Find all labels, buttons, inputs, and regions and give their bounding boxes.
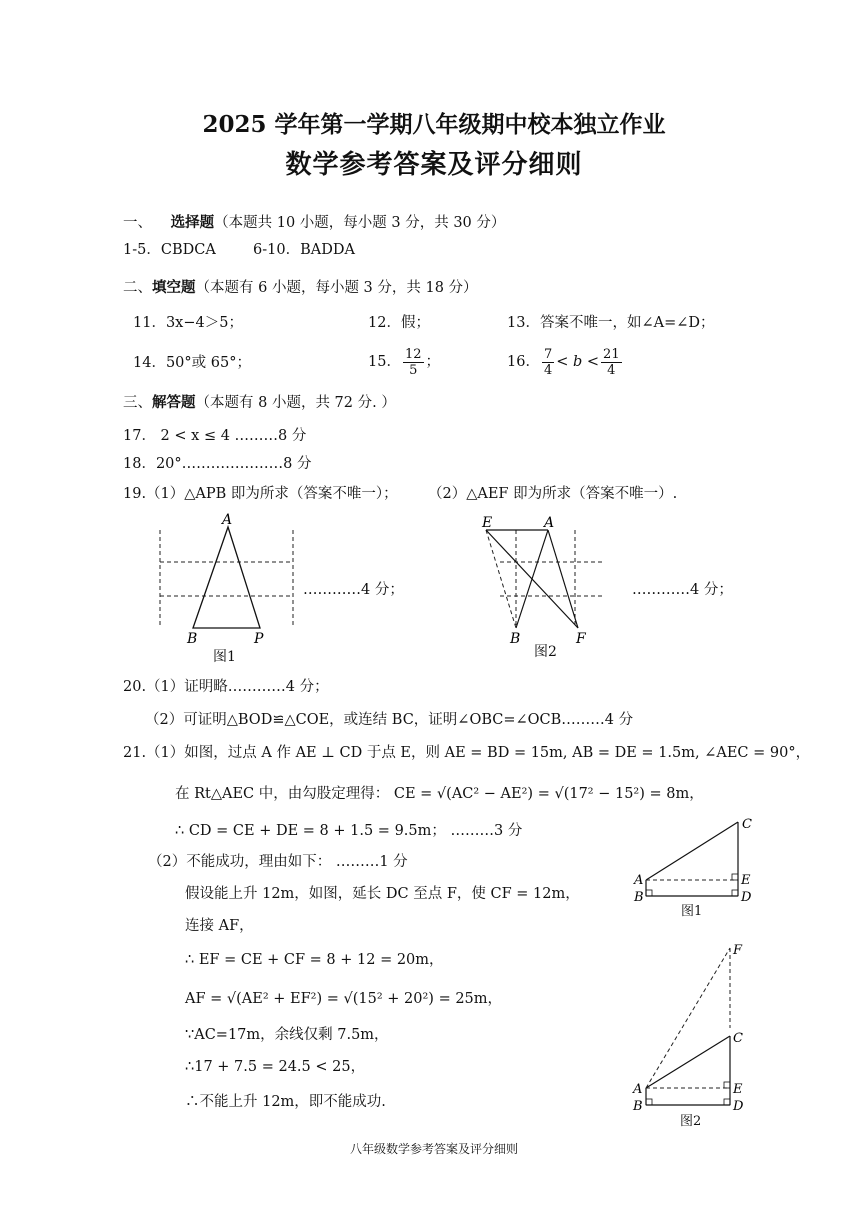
answer-q21-line3: ∴ CD = CE + DE = 8 + 1.5 = 9.5m； ………3 分 <box>175 823 523 839</box>
segment-EF <box>486 530 578 628</box>
q16-inequality: < b < <box>556 354 600 370</box>
label-B: B <box>510 631 521 647</box>
q15-denominator: 5 <box>409 362 418 378</box>
label-E: E <box>482 515 493 531</box>
answer-q20-part2: （2）可证明△BOD≌△COE，或连结 BC，证明∠OBC=∠OCB………4 分 <box>145 712 634 728</box>
figure-21-2-caption: 图2 <box>680 1114 702 1129</box>
q19-score-2: …………4 分； <box>632 582 733 598</box>
section2-note: （本题有 6 小题，每小题 3 分，共 18 分） <box>195 280 478 296</box>
figure-21-2 <box>630 938 760 1118</box>
label-A: A <box>222 512 233 528</box>
q16-right-numerator: 21 <box>603 346 620 362</box>
figure-19-2-caption: 图2 <box>534 644 557 660</box>
section3-title: 解答题 <box>152 394 196 411</box>
q15-fraction <box>403 347 424 378</box>
q15-suffix: ； <box>425 354 440 370</box>
label-A: A <box>544 515 555 531</box>
section1-title: 选择题 <box>170 214 215 231</box>
figure-21-1 <box>630 812 760 912</box>
section1-answers-a: 1-5．CBDCA <box>123 242 216 258</box>
q16-left-numerator: 7 <box>543 346 553 362</box>
section3-number: 三、 <box>123 395 152 411</box>
answer-q21-line6: 连接 AF， <box>185 918 254 934</box>
right-angle-mark <box>646 890 652 896</box>
title-line-2: 数学参考答案及评分细则 <box>285 150 583 180</box>
label-C: C <box>742 817 752 832</box>
label-B: B <box>187 631 198 647</box>
right-angle-mark <box>646 1099 652 1105</box>
right-angle-mark <box>732 874 738 880</box>
answer-q20-part1: 20.（1）证明略…………4 分； <box>123 679 329 695</box>
answer-q13: 13．答案不唯一，如∠A=∠D； <box>507 315 715 331</box>
section1-number: 一、 <box>123 215 152 231</box>
q16-prefix: 16． <box>507 354 540 370</box>
q16-left-fraction <box>542 347 554 378</box>
page-footer: 八年级数学参考答案及评分细则 <box>349 1142 518 1156</box>
q19-score-1: …………4 分； <box>303 582 404 598</box>
label-F: F <box>733 943 743 958</box>
section3-note: （本题有 8 小题，共 72 分. ） <box>195 395 396 411</box>
right-angle-mark <box>732 890 738 896</box>
label-P: P <box>254 631 264 647</box>
label-A: A <box>634 873 644 888</box>
answer-q14: 14．50°或 65°； <box>133 355 251 371</box>
title-line-1: 2025 学年第一学期八年级期中校本独立作业 <box>202 111 666 138</box>
section3-heading <box>123 394 396 412</box>
q16-right-fraction <box>601 347 622 378</box>
label-F: F <box>576 631 586 647</box>
triangle-APB <box>193 527 260 628</box>
answer-q11: 11．3x−4＞5； <box>133 315 243 331</box>
right-angle-mark <box>724 1099 730 1105</box>
segment-AC <box>646 822 738 880</box>
answer-q15 <box>368 344 440 380</box>
label-E: E <box>733 1082 743 1097</box>
answer-q19-part1: 19.（1）△APB 即为所求（答案不唯一）； <box>123 486 398 502</box>
section2-heading <box>123 279 478 297</box>
section2-title: 填空题 <box>152 279 196 296</box>
label-A: A <box>633 1082 643 1097</box>
label-D: D <box>741 890 752 905</box>
label-E: E <box>741 873 751 888</box>
label-B: B <box>633 1099 643 1114</box>
section1-answers-b: 6-10．BADDA <box>253 242 355 258</box>
segment-AF <box>548 530 578 628</box>
answer-q19-part2: （2）△AEF 即为所求（答案不唯一）. <box>428 486 678 502</box>
answer-q21-line10: ∴17 + 7.5 = 24.5 < 25， <box>185 1059 366 1075</box>
segment-AF <box>646 948 730 1088</box>
answer-q21-line9: ∵AC=17m，余线仅剩 7.5m， <box>185 1027 389 1043</box>
fig19-2-dashed-EB <box>486 530 516 628</box>
answer-q21-line1: 21.（1）如图，过点 A 作 AE ⊥ CD 于点 E，则 AE = BD = 15m, AB = DE = 1.5m, ∠AEC = 90°， <box>123 745 811 761</box>
label-B: B <box>634 890 644 905</box>
answer-q18: 18．20°…………………8 分 <box>123 456 312 472</box>
figure-21-1-caption: 图1 <box>681 904 703 919</box>
right-angle-mark <box>724 1082 730 1088</box>
figure-19-1-caption: 图1 <box>213 649 236 665</box>
section2-number: 二、 <box>123 280 152 296</box>
section1-note: （本题共 10 小题，每小题 3 分，共 30 分） <box>214 215 506 231</box>
segment-AC <box>646 1036 730 1088</box>
q16-right-denominator: 4 <box>607 362 616 378</box>
answer-q21-line4: （2）不能成功，理由如下： ………1 分 <box>148 854 408 870</box>
figure-19-1 <box>150 510 300 670</box>
answer-q21-line8: AF = √(AE² + EF²) = √(15² + 20²) = 25m， <box>185 991 503 1007</box>
answer-q21-line7: ∴ EF = CE + CF = 8 + 12 = 20m， <box>185 952 444 968</box>
q16-left-denominator: 4 <box>543 362 553 378</box>
answer-q21-line5: 假设能上升 12m，如图，延长 DC 至点 F，使 CF = 12m， <box>185 886 580 902</box>
answer-q16 <box>507 344 624 380</box>
label-C: C <box>733 1031 743 1046</box>
q15-prefix: 15． <box>368 354 401 370</box>
section1-heading <box>123 214 505 232</box>
q15-numerator: 12 <box>404 346 422 362</box>
label-D: D <box>733 1099 744 1114</box>
answer-q12: 12．假； <box>368 315 430 331</box>
answer-q17: 17． 2 < x ≤ 4 ………8 分 <box>123 428 307 444</box>
answer-q21-line11: ∴不能上升 12m，即不能成功. <box>185 1094 386 1110</box>
answer-q21-line2: 在 Rt△AEC 中，由勾股定理得： CE = √(AC² − AE²) = √(17² − 15²) = 8m， <box>175 786 704 802</box>
